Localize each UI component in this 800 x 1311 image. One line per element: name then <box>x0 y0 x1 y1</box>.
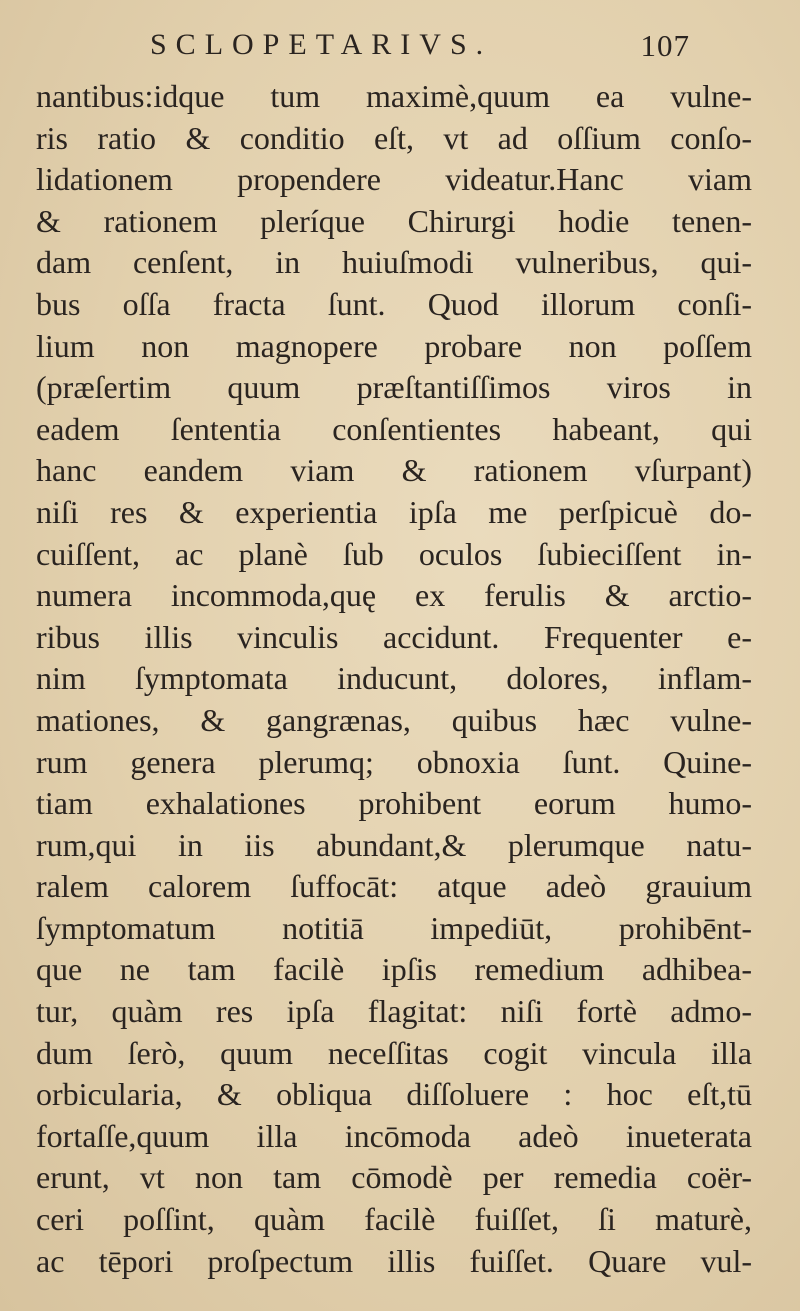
text-line: ſymptomatum notitiā impediūt, prohibēnt- <box>36 909 752 946</box>
text-line: nim ſymptomata inducunt, dolores, inflam- <box>36 660 752 697</box>
body-text <box>36 76 752 1282</box>
text-line: lium non magnopere probare non poſſem <box>36 327 752 364</box>
text-line: erunt, vt non tam cōmodè per remedia coër- <box>36 1159 752 1196</box>
text-line: fortaſſe,quum illa incōmoda adeò inueterata <box>36 1117 752 1154</box>
text-line: ribus illis vinculis accidunt. Frequenter e- <box>36 618 752 655</box>
running-title: SCLOPETARIVS. <box>150 28 493 61</box>
text-line: eadem ſententia conſentientes habeant, qui <box>36 410 752 447</box>
page-number: 107 <box>640 28 690 63</box>
text-line: rum genera plerumq; obnoxia ſunt. Quine- <box>36 743 752 780</box>
text-line: hanc eandem viam & rationem vſurpant) <box>36 452 752 489</box>
text-line: ac tēpori proſpectum illis fuiſſet. Quare vul- <box>36 1242 752 1279</box>
text-line: mationes, & gangrænas, quibus hæc vulne- <box>36 701 752 738</box>
text-line: lidationem propendere videatur.Hanc viam <box>36 161 752 198</box>
text-line: bus oſſa fracta ſunt. Quod illorum conſi- <box>36 285 752 322</box>
text-line: que ne tam facilè ipſis remedium adhibea- <box>36 951 752 988</box>
text-line: dum ſerò, quum neceſſitas cogit vincula illa <box>36 1034 752 1071</box>
text-line: ris ratio & conditio eſt, vt ad oſſium conſo- <box>36 119 752 156</box>
text-line: tur, quàm res ipſa flagitat: niſi fortè admo- <box>36 993 752 1030</box>
text-line: rum,qui in iis abundant,& plerumque natu- <box>36 826 752 863</box>
text-line: niſi res & experientia ipſa me perſpicuè do- <box>36 493 752 530</box>
text-line: dam cenſent, in huiuſmodi vulneribus, qui- <box>36 244 752 281</box>
text-line: tiam exhalationes prohibent eorum humo- <box>36 785 752 822</box>
text-line: ceri poſſint, quàm facilè fuiſſet, ſi maturè, <box>36 1201 752 1238</box>
text-line: & rationem pleríque Chirurgi hodie tenen- <box>36 202 752 239</box>
text-line: numera incommoda,quę ex ferulis & arctio- <box>36 577 752 614</box>
text-line: ralem calorem ſuffocāt: atque adeò grauium <box>36 868 752 905</box>
text-line: nantibus:idque tum maximè,quum ea vulne- <box>36 78 752 114</box>
text-line: cuiſſent, ac planè ſub oculos ſubieciſſent in- <box>36 535 752 572</box>
text-line: orbicularia, & obliqua diſſoluere : hoc eſt,tū <box>36 1076 752 1113</box>
running-head <box>150 28 690 68</box>
text-line: (præſertim quum præſtantiſſimos viros in <box>36 369 752 406</box>
